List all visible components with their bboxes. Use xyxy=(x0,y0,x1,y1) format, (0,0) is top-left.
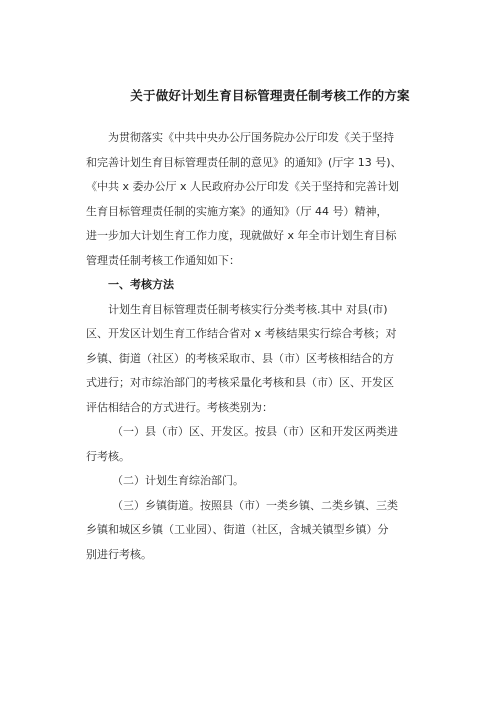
list-item-line: （三）乡镇街道。按照县（市）一类乡镇、二类乡镇、三类 xyxy=(112,498,398,512)
paragraph-line: 乡镇、街道（社区）的考核采取市、县（市）区考核相结合的方 xyxy=(86,351,394,365)
paragraph-line: 区、开发区计划生育工作结合省对 x 考核结果实行综合考核；对 xyxy=(86,327,397,340)
list-item-line: （一）县（市）区、开发区。按县（市）区和开发区两类进 xyxy=(112,425,398,438)
paragraph-line: 《中共 x 委办公厅 x 人民政府办公厅印发《关于坚持和完善计划 xyxy=(86,180,400,193)
paragraph-line: 和完善计划生育目标管理责任制的意见》的通知》(厅字 13 号)、 xyxy=(86,155,402,169)
document-title: 关于做好计划生育目标管理责任制考核工作的方案 xyxy=(130,88,410,103)
list-item-line: 乡镇和城区乡镇（工业园）、街道（社区，含城关镇型乡镇）分 xyxy=(86,523,389,536)
list-item-line: 别进行考核。 xyxy=(86,547,152,561)
paragraph-line: 为贯彻落实《中共中央办公厅国务院办公厅印发《关于坚持 xyxy=(108,131,394,144)
paragraph-line: 评估相结合的方式进行。考核类别为： xyxy=(86,400,273,414)
paragraph-line: 式进行；对市综治部门的考核采量化考核和县（市）区、开发区 xyxy=(86,376,394,389)
paragraph-line: 管理责任制考核工作通知如下： xyxy=(86,253,240,267)
paragraph-line: 计划生育目标管理责任制考核实行分类考核.其中 对县(市) xyxy=(108,302,388,316)
document-body xyxy=(86,126,420,567)
paragraph-line: 进一步加大计划生育工作力度，现就做好 x 年全市计划生育目标 xyxy=(86,229,397,242)
paragraph-line: 生育目标管理责任制的实施方案》的通知》（厅 44 号）精神， xyxy=(86,204,388,218)
list-item-line: 行考核。 xyxy=(86,449,130,463)
list-item-line: （二）计划生育综治部门。 xyxy=(112,474,244,487)
section-heading: 一、考核方法 xyxy=(108,278,174,291)
